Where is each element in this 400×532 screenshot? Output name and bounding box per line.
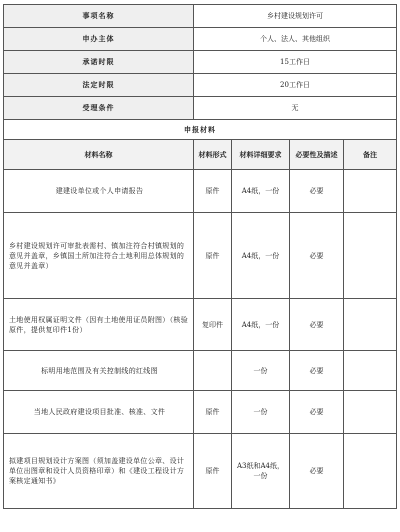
- material-detail: A4纸，一份: [232, 299, 290, 351]
- column-header-form: 材料形式: [194, 140, 232, 170]
- material-note: [344, 351, 397, 391]
- material-form: [194, 351, 232, 391]
- material-form: 原件: [194, 213, 232, 299]
- info-key: 受理条件: [4, 97, 194, 120]
- material-form: 原件: [194, 391, 232, 434]
- info-value: 无: [194, 97, 397, 120]
- column-header-note: 备注: [344, 140, 397, 170]
- column-header-name: 材料名称: [4, 140, 194, 170]
- material-detail: 一份: [232, 351, 290, 391]
- material-form: 原件: [194, 170, 232, 213]
- material-necessity: 必要: [290, 351, 344, 391]
- material-name: 当地人民政府建设项目批准、核准、文件: [4, 391, 194, 434]
- material-note: [344, 170, 397, 213]
- info-key: 申办主体: [4, 28, 194, 51]
- info-value: 20工作日: [194, 74, 397, 97]
- material-name: 乡村建设规划许可审批表需村、镇加注符合村镇规划的意见并盖章，乡镇国土所加注符合土地利用总体规划的意见并盖章）: [4, 213, 194, 299]
- info-key: 法定时限: [4, 74, 194, 97]
- table-row: [4, 299, 397, 351]
- material-note: [344, 434, 397, 509]
- info-row-item-name: [4, 5, 397, 28]
- info-key: 事项名称: [4, 5, 194, 28]
- material-name: 拟建项目规划设计方案图（须加盖建设单位公章、设计单位出图章和设计人员资格印章）和《建设工程设计方案核定通知书》: [4, 434, 194, 509]
- material-form: 原件: [194, 434, 232, 509]
- material-note: [344, 213, 397, 299]
- table-row: [4, 170, 397, 213]
- info-value: 乡村建设规划许可: [194, 5, 397, 28]
- material-name: 建建设单位或个人申请报告: [4, 170, 194, 213]
- material-necessity: 必要: [290, 434, 344, 509]
- info-value: 15工作日: [194, 51, 397, 74]
- material-necessity: 必要: [290, 391, 344, 434]
- material-note: [344, 391, 397, 434]
- info-row-conditions: [4, 97, 397, 120]
- info-row-legal-time: [4, 74, 397, 97]
- material-necessity: 必要: [290, 299, 344, 351]
- info-row-promised-time: [4, 51, 397, 74]
- material-necessity: 必要: [290, 170, 344, 213]
- material-note: [344, 299, 397, 351]
- section-header-row: [4, 120, 397, 140]
- table-row: [4, 213, 397, 299]
- material-form: 复印件: [194, 299, 232, 351]
- material-detail: 一份: [232, 391, 290, 434]
- material-detail: A4纸，一份: [232, 170, 290, 213]
- info-row-applicant: [4, 28, 397, 51]
- approval-info-table: [3, 4, 397, 509]
- material-name: 土地使用权属证明文件（因有土地使用证员附图）（核验原件，提供复印件1份）: [4, 299, 194, 351]
- material-necessity: 必要: [290, 213, 344, 299]
- material-detail: A3纸和A4纸，一份: [232, 434, 290, 509]
- info-value: 个人、法人、其他组织: [194, 28, 397, 51]
- table-row: [4, 351, 397, 391]
- table-row: [4, 434, 397, 509]
- column-header-necessity: 必要性及描述: [290, 140, 344, 170]
- material-name: 标明用地范围及有关控制线的红线图: [4, 351, 194, 391]
- materials-header-row: [4, 140, 397, 170]
- column-header-detail: 材料详细要求: [232, 140, 290, 170]
- info-key: 承诺时限: [4, 51, 194, 74]
- section-title: 申报材料: [4, 120, 397, 140]
- table-row: [4, 391, 397, 434]
- material-detail: A4纸，一份: [232, 213, 290, 299]
